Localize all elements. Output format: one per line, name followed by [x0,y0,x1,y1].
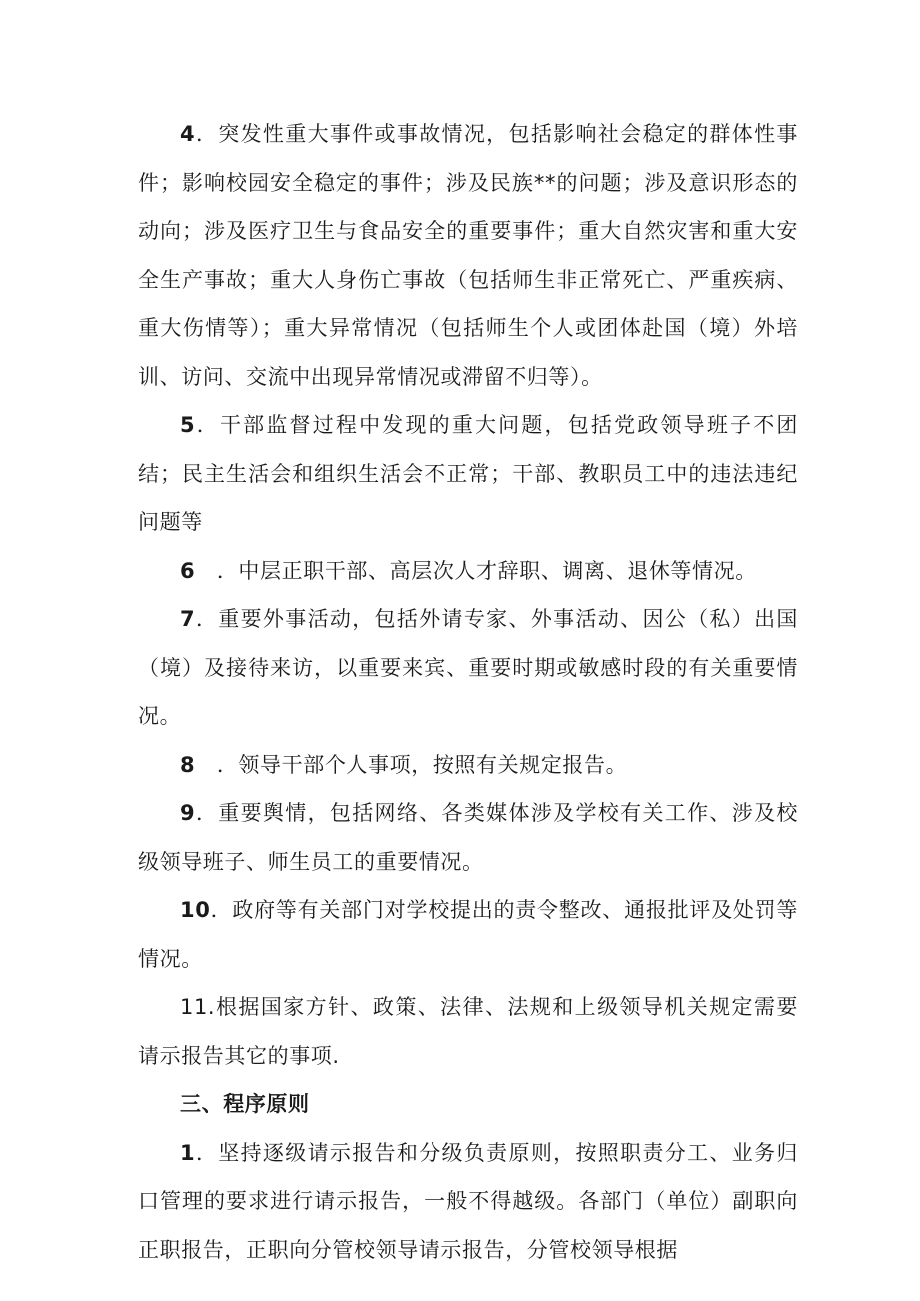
item-text: ．重要外事活动，包括外请专家、外事活动、因公（私）出国（境）及接待来访，以重要来宾、重要时期或敏感时段的有关重要情况。 [138,607,798,728]
paragraph-item-5 [138,401,798,547]
paragraph-item-10 [138,886,798,983]
item-text: ．领导干部个人事项，按照有关规定报告。 [195,752,628,777]
paragraph-item-9 [138,789,798,886]
item-number: 4 [180,122,196,146]
item-number: 10 [180,898,211,922]
item-number: 6 [180,558,196,583]
item-text: ．干部监督过程中发现的重大问题，包括党政领导班子不团结；民主生活会和组织生活会不正常；干部、教职员工中的违法违纪问题等 [138,413,798,534]
item-number: 8 [180,752,196,777]
item-text: ．政府等有关部门对学校提出的责令整改、通报批评及处罚等情况。 [138,898,798,971]
document-body [138,110,798,1274]
paragraph-item-4 [138,110,798,401]
paragraph-principle-1 [138,1129,798,1275]
section-heading: 三、程序原则 [180,1092,310,1116]
item-number: 5 [180,413,196,437]
item-text: ．坚持逐级请示报告和分级负责原则，按照职责分工、业务归口管理的要求进行请示报告，一般不得越级。各部门（单位）副职向正职报告，正职向分管校领导请示报告，分管校领导根据 [138,1140,798,1262]
item-text: ．突发性重大事件或事故情况，包括影响社会稳定的群体性事件；影响校园安全稳定的事件；涉及民族**的问题；涉及意识形态的动向；涉及医疗卫生与食品安全的重要事件；重大自然灾害和重大安全生产事故；重大人身伤亡事故（包括师生非正常死亡、严重疾病、重大伤情等）；重大异常情况（包括师生个人或团体赴国（境）外培训、访问、交流中出现异常情况或滞留不归等）。 [138,122,798,389]
paragraph-item-11 [138,983,798,1080]
item-text: ．中层正职干部、高层次人才辞职、调离、退休等情况。 [195,558,757,583]
item-text: ．重要舆情，包括网络、各类媒体涉及学校有关工作、涉及校级领导班子、师生员工的重要情况。 [138,801,798,874]
item-number: 9 [180,801,196,825]
item-number: 11. [180,995,216,1019]
paragraph-item-8 [138,741,798,790]
paragraph-item-6 [138,547,798,596]
item-number: 1 [180,1140,196,1165]
paragraph-item-7 [138,595,798,741]
item-text: 根据国家方针、政策、法律、法规和上级领导机关规定需要请示报告其它的事项. [138,995,798,1068]
item-number: 7 [180,607,196,631]
